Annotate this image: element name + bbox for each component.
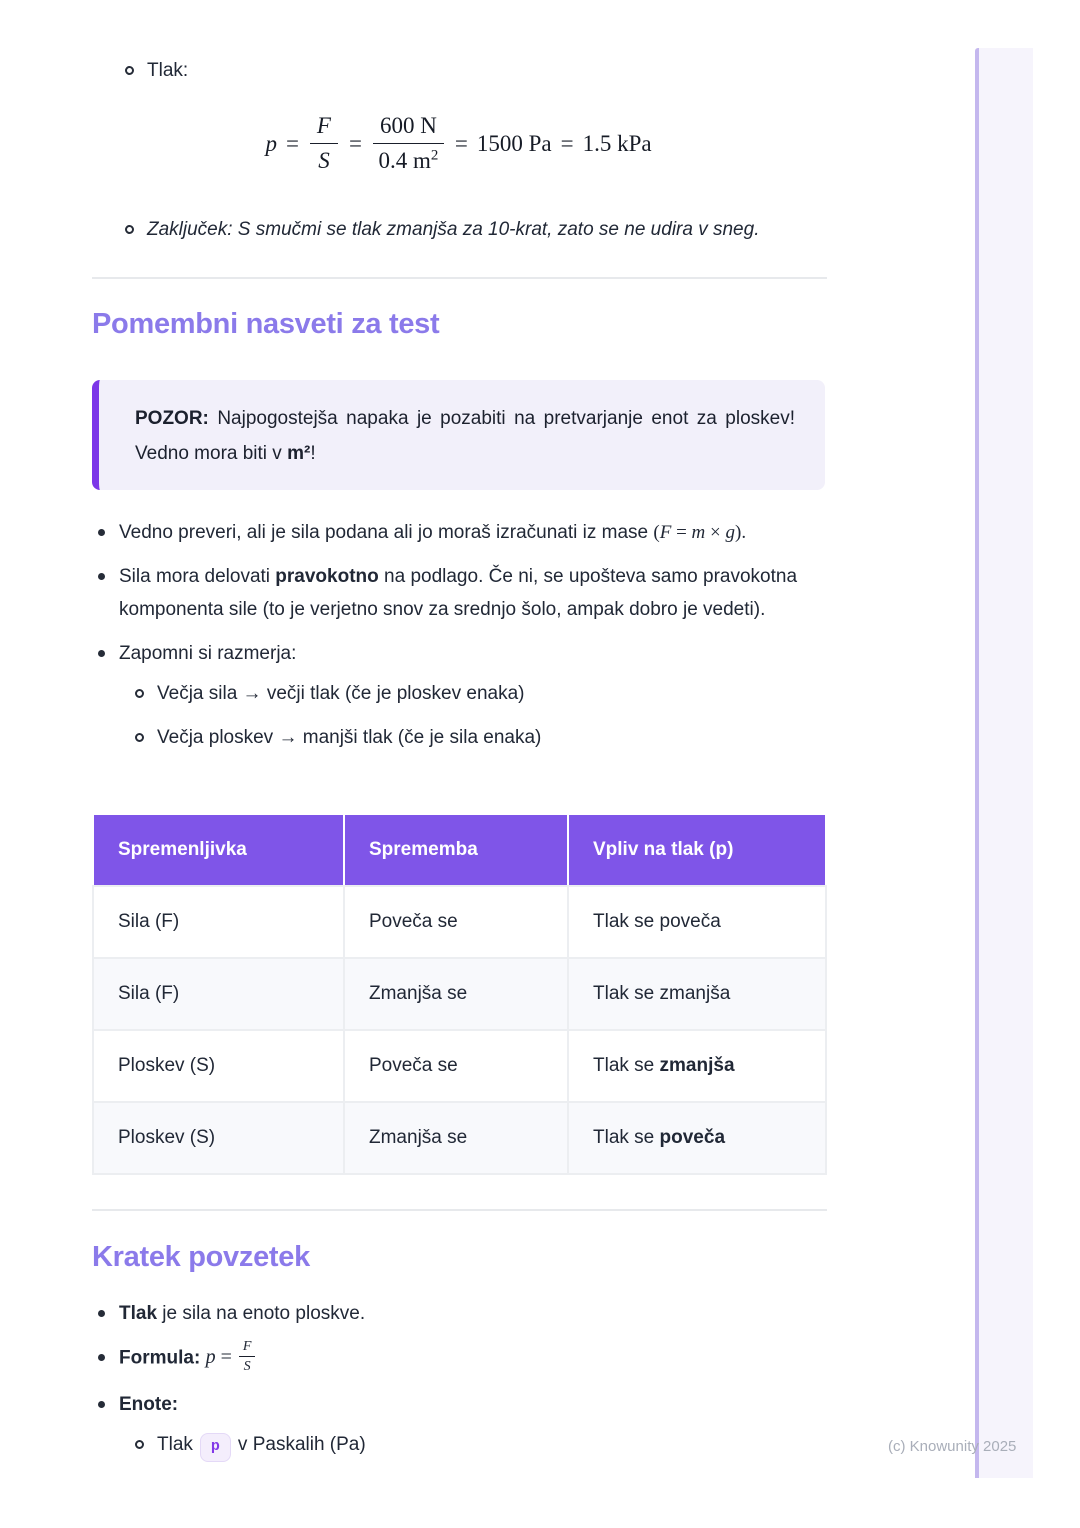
list-item: Tlak je sila na enoto ploskve. xyxy=(92,1297,825,1330)
section-divider xyxy=(92,1209,827,1211)
section-heading-tips: Pomembni nasveti za test xyxy=(92,308,440,340)
bullet-icon xyxy=(98,529,105,536)
table-cell: Sila (F) xyxy=(93,958,344,1030)
list-item: Formula: p = $\frac{F}{S}$ xyxy=(92,1341,825,1377)
table-header-cell: Spremenljivka xyxy=(93,814,344,886)
circle-bullet-icon xyxy=(125,225,134,234)
tips-list xyxy=(92,516,825,765)
list-item xyxy=(125,213,885,246)
list-item: Večja ploskev → manjši tlak (če je sila enaka) xyxy=(135,721,825,754)
bullet-icon xyxy=(98,1354,105,1361)
list-item: Tlak p v Paskalih (Pa) xyxy=(135,1428,825,1462)
bullet-icon xyxy=(98,573,105,580)
table-cell: Sila (F) xyxy=(93,886,344,958)
mass-formula: (F = m × g). xyxy=(653,522,747,543)
formula-variable: p xyxy=(265,130,277,156)
table-row xyxy=(93,1030,826,1102)
circle-bullet-icon xyxy=(125,66,134,75)
table-cell: Zmanjša se xyxy=(344,1102,568,1174)
fraction: $\frac{F}{S}$ xyxy=(310,113,338,175)
formula-result: 1500 Pa xyxy=(476,130,552,156)
table-cell: Poveča se xyxy=(344,1030,568,1102)
bullet-icon xyxy=(98,650,105,657)
table-row xyxy=(93,958,826,1030)
table-header-row xyxy=(93,814,826,886)
table-row xyxy=(93,1102,826,1174)
circle-bullet-icon xyxy=(135,1440,144,1449)
list-item: Vedno preveri, ali je sila podana ali jo moraš izračunati iz mase (F = m × g). xyxy=(92,516,825,549)
bullet-icon xyxy=(98,1310,105,1317)
table-cell: Poveča se xyxy=(344,886,568,958)
equals-sign: = xyxy=(454,130,468,156)
inline-formula: p = $\frac{F}{S}$ xyxy=(206,1346,256,1368)
callout-text: POZOR: Najpogostejša napaka je pozabiti na pretvarjanje enot za ploskev! Vedno mora biti v m²! xyxy=(135,408,795,464)
table-cell: Tlak se zmanjša xyxy=(568,1030,826,1102)
pressure-formula xyxy=(92,113,825,175)
equals-sign: = xyxy=(285,130,299,156)
callout-label: POZOR: xyxy=(135,408,209,429)
table-cell: Ploskev (S) xyxy=(93,1030,344,1102)
fraction: $\frac{600 N}{0.4 m^2}$ xyxy=(373,113,444,175)
pressure-table-wrapper xyxy=(92,813,825,1175)
equals-sign: = xyxy=(348,130,362,156)
summary-list xyxy=(92,1297,825,1473)
section-heading-summary: Kratek povzetek xyxy=(92,1241,310,1273)
list-item: Zapomni si razmerja: xyxy=(92,637,825,670)
equals-sign: = xyxy=(560,130,574,156)
list-item: Večja sila → večji tlak (če je ploskev enaka) xyxy=(135,677,825,710)
page-edge-strip xyxy=(975,48,1033,1478)
list-item-label: Tlak: xyxy=(147,60,189,81)
inline-code-badge: p xyxy=(200,1433,231,1462)
section-divider xyxy=(92,277,827,279)
table-cell: Tlak se poveča xyxy=(568,886,826,958)
circle-bullet-icon xyxy=(135,733,144,742)
bullet-icon xyxy=(98,1401,105,1408)
table-header-cell: Vpliv na tlak (p) xyxy=(568,814,826,886)
table-cell: Zmanjša se xyxy=(344,958,568,1030)
list-item: Enote: xyxy=(92,1388,825,1421)
conclusion-text: Zaključek: S smučmi se tlak zmanjša za 10-krat, zato se ne udira v sneg. xyxy=(147,219,760,240)
copyright-notice: (c) Knowunity 2025 xyxy=(888,1438,1017,1455)
table-cell: Tlak se zmanjša xyxy=(568,958,826,1030)
list-item xyxy=(125,54,858,87)
warning-callout xyxy=(92,380,825,490)
formula-result: 1.5 kPa xyxy=(582,130,652,156)
pressure-table xyxy=(92,813,827,1175)
table-cell: Tlak se poveča xyxy=(568,1102,826,1174)
list-item: Sila mora delovati pravokotno na podlago. Če ni, se upošteva samo pravokotna komponenta sile (to je verjetno snov za srednjo šolo, ampak dobro je vedeti). xyxy=(92,560,825,626)
table-row xyxy=(93,886,826,958)
table-header-cell: Sprememba xyxy=(344,814,568,886)
circle-bullet-icon xyxy=(135,689,144,698)
table-cell: Ploskev (S) xyxy=(93,1102,344,1174)
